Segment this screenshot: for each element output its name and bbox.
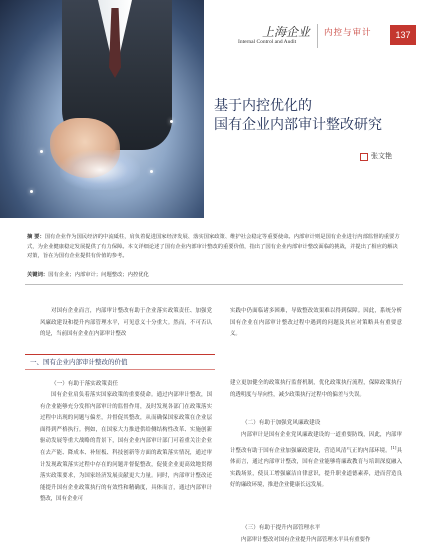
subsection-1-paragraph: 国有企业肩负着落实国家政策的重要使命。通过内部审计整改，国有企业能够充分发挥内部审计的监督作用，及时发现各部门在政策落实过程中出现的问题与偏差，并督促其整改，从而确保国家政策在企业层面得到严格执行。例如，在国家大力推进供给侧结构性改革、实施创新驱动发展等重大战略的背景下，国有企业内部审计部门可着重关注企业在去产能、降成本、补短板、科技创新等方面的政策落实情况，通过审计发现政策落实过程中存在的问题并督促整改，促使企业更高效地贯彻落实政策要求，为国家经济发展贡献更大力量。同时，内部审计整改还能提升国有企业政策执行的有效性和精确度，具体而言，通过内部审计整改，国有企业可 <box>40 392 212 503</box>
article-title-line2: 国有企业内部审计整改研究 <box>214 117 382 133</box>
abstract <box>27 233 402 262</box>
sparkle <box>30 190 33 193</box>
subsection-2-text-a: 内部审计是国有企业党风廉政建设的一道重要防线，因此，内部审计整改有助于国有企业加强廉政建设，营造风清气正的内部环境。 <box>230 432 402 454</box>
hero-image <box>0 0 204 218</box>
article-title-line1: 基于内控优化的 <box>214 98 312 114</box>
keywords-label: 关键词： <box>27 272 49 278</box>
sparkle <box>150 170 153 173</box>
subsection-1-continued: 建立更加健全的政策执行监督机制，优化政策执行流程，保障政策执行的透明度与导向性，减少政策执行过程中的偏差与失误。 <box>230 380 402 398</box>
subheading-2: （二）有助于加强党风廉政建设 <box>242 420 321 426</box>
section-label: 内控与审计 <box>324 28 372 38</box>
subheading-1: （一）有助于落实政策责任 <box>51 381 119 387</box>
keywords <box>27 270 402 278</box>
light-glow <box>60 150 140 190</box>
subsection-2-paragraph <box>230 430 402 492</box>
section-rule-bottom <box>25 369 215 370</box>
abstract-label: 摘 要： <box>27 234 45 240</box>
subheading-3: （三）有助于提升内部管理水平 <box>242 525 321 531</box>
journal-subtitle: Internal Control and Audit <box>238 39 297 45</box>
abstract-divider <box>25 284 403 285</box>
keywords-text: 国有企业；内部审计；问题整改；内控优化 <box>48 272 149 278</box>
subsection-3-paragraph: 内部审计整改对国有企业提升内部管理水平具有重要作 <box>241 537 371 543</box>
author-name: 张文艳 <box>371 152 392 160</box>
abstract-text: 国有企业作为国民经济的中流砥柱，肩负着促进国家经济发展、落实国家政策、维护社会稳定等重要使命。内部审计则是国有企业进行内部监督的重要方式，为企业健康稳定发展提供了有力保障。本文详细论述了国有企业内部审计整改的重要价值，指出了国有企业内部审计整改面临的挑战，并提出了相应的解决对策，旨在为国有企业提供有价值的参考。 <box>27 234 400 259</box>
intro-right-paragraph: 实践中仍面临诸多困难，导致整改效果难以得到保障。因此，系统分析国有企业在内部审计整改过程中遇到的问题及其应对策略具有重要意义。 <box>230 308 402 338</box>
page-number: 137 <box>390 25 416 45</box>
sparkle <box>40 150 43 153</box>
section-rule-top <box>25 354 215 355</box>
journal-name: 上海企业 <box>262 25 311 39</box>
header-divider <box>317 24 318 48</box>
sparkle <box>170 120 173 123</box>
subsection-2-text-b: 具体而言，通过内部审计整改，国有企业能够将廉政教育与培训深度融入实践场景，使员工增强廉洁自律意识，提升职业道德素养，进而营造良好的廉政环境，推进企业健康长远发展。 <box>230 447 402 489</box>
section-heading: 一、国有企业内部审计整改的价值 <box>30 358 128 366</box>
author-box-icon <box>360 153 368 161</box>
intro-left-paragraph: 对国有企业而言，内部审计整改有助于企业落实政策责任、加强党风廉政建设和提升内部管理水平，可见意义十分重大。然而，不可否认的是，当前国有企业在内部审计整改 <box>40 308 212 338</box>
footnote-marker: [1] <box>390 444 397 450</box>
